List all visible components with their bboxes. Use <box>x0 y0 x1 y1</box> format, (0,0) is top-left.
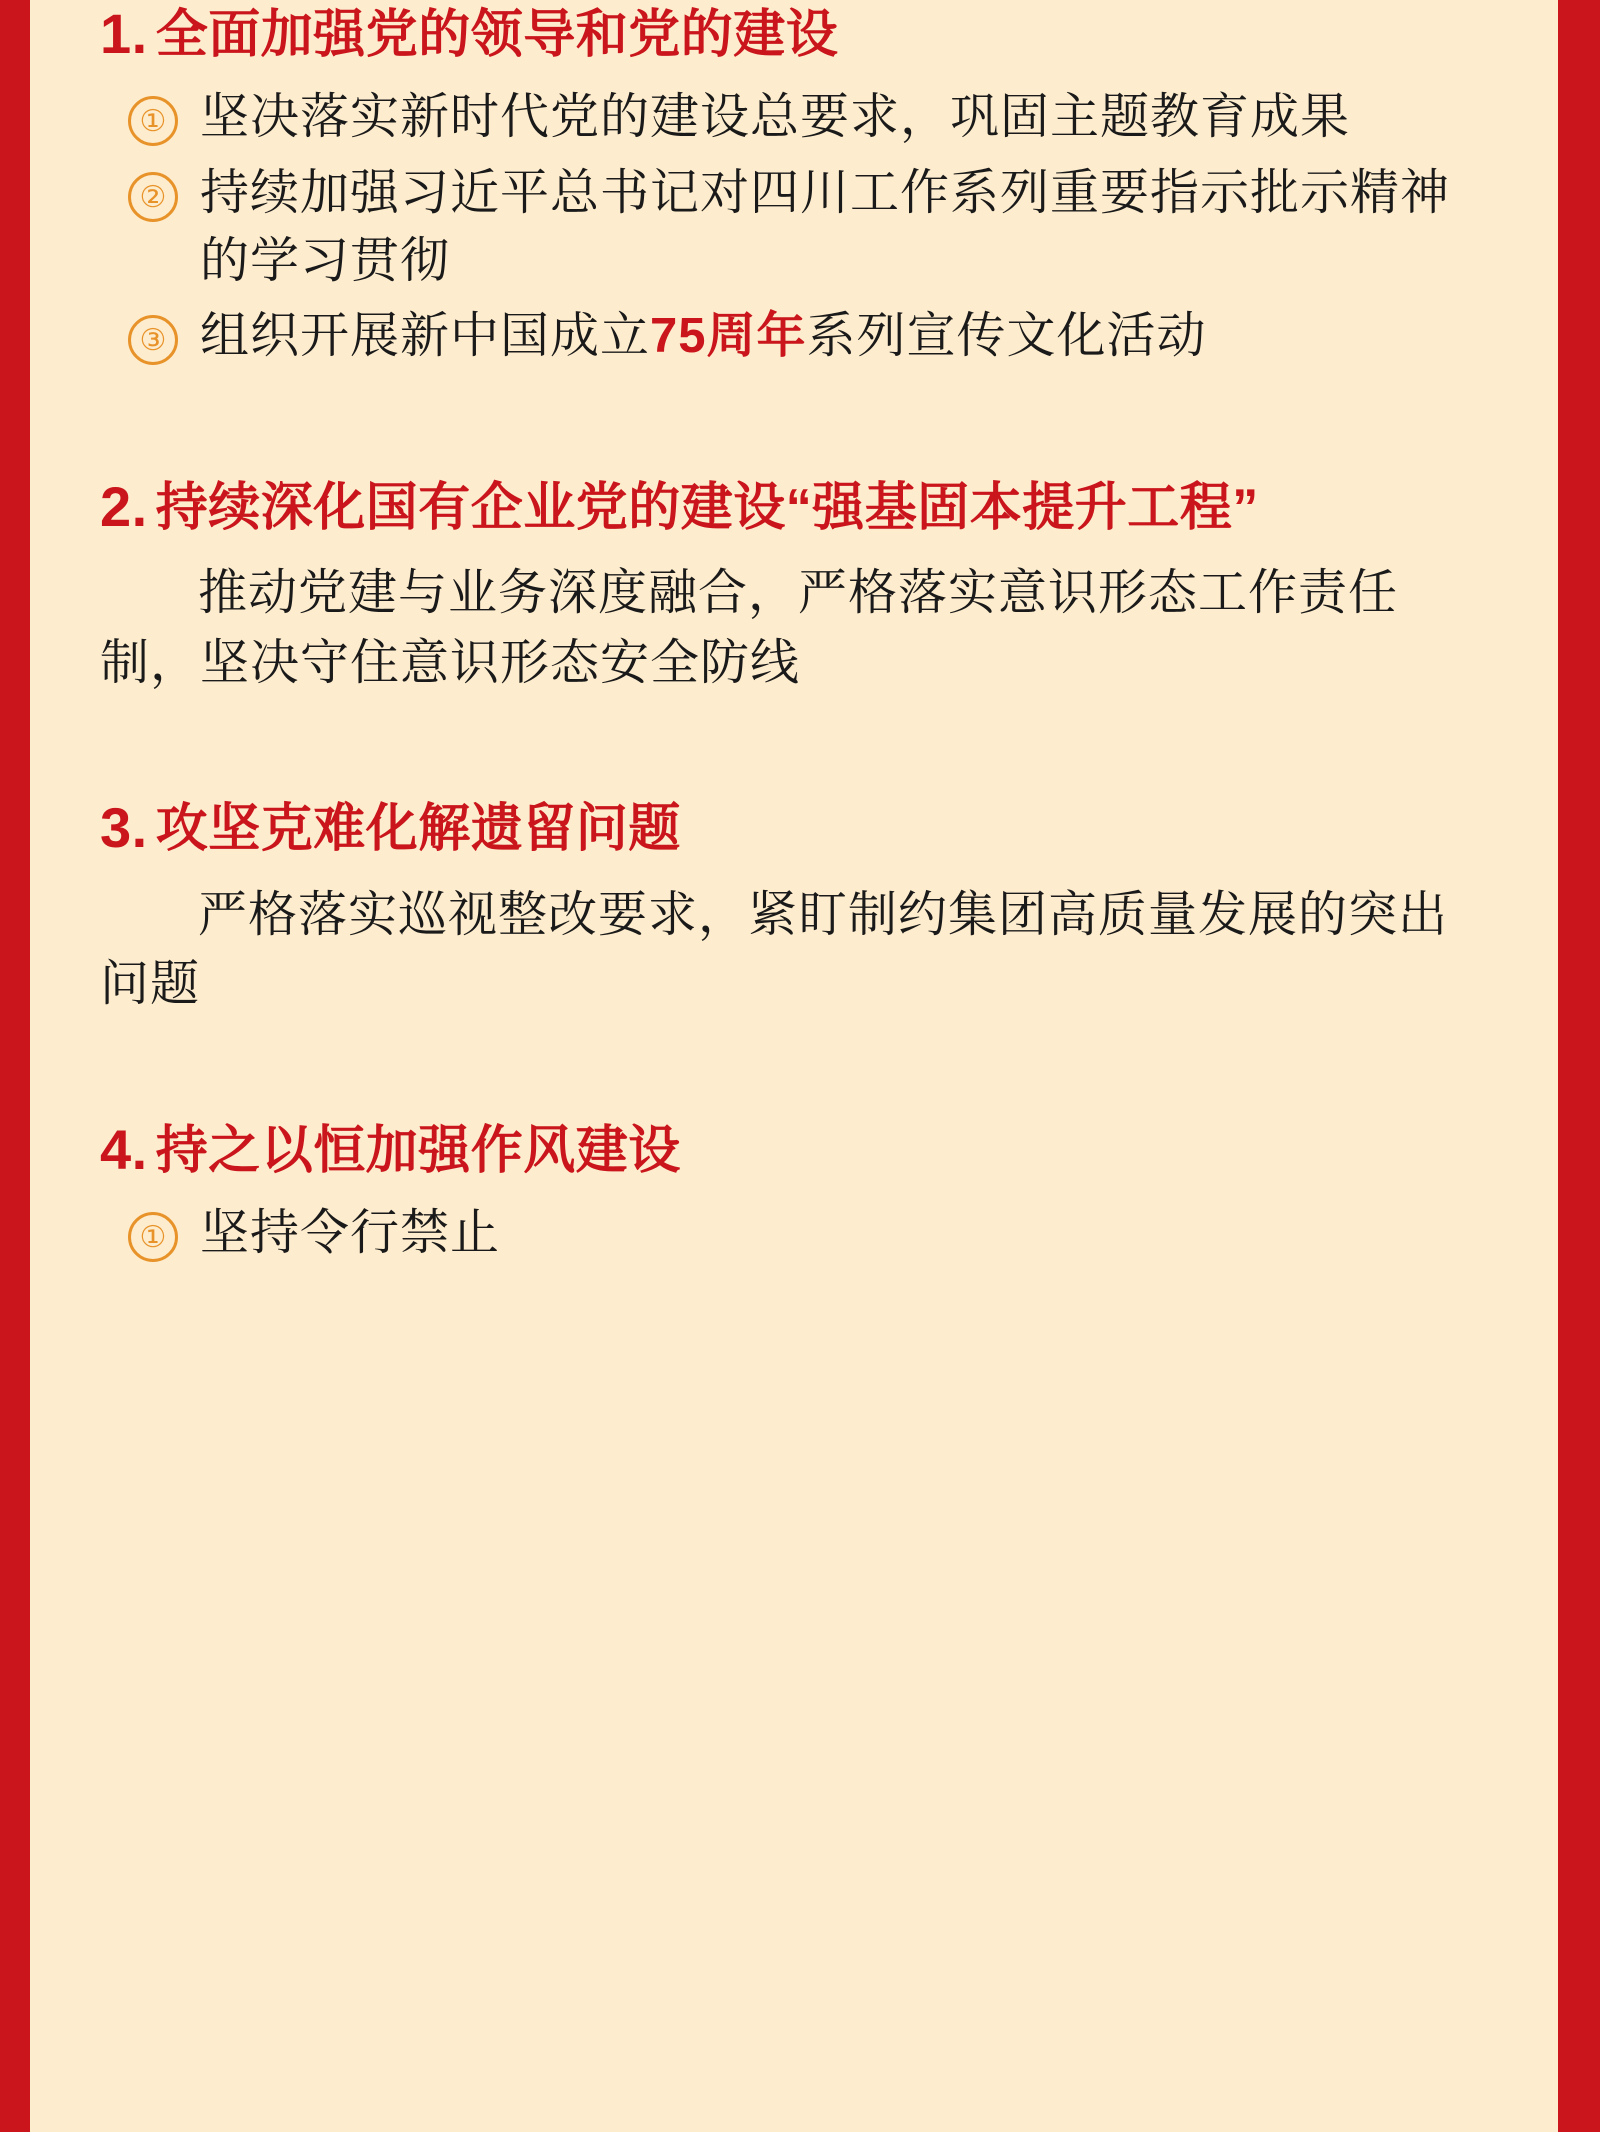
highlight-text: 75周年 <box>650 309 807 364</box>
list-item-text: 持续加强习近平总书记对四川工作系列重要指示批示精神的学习贯彻 <box>200 165 1451 288</box>
section-4-title: 持之以恒加强作风建设 <box>155 1121 681 1180</box>
section-3 <box>100 794 1488 1019</box>
list-item <box>100 158 1488 295</box>
section-1-heading <box>100 0 1488 68</box>
section-3-paragraph: 严格落实巡视整改要求，紧盯制约集团高质量发展的突出问题 <box>100 887 1449 1012</box>
section-2-heading <box>100 473 1488 541</box>
section-1-number: 1. <box>100 2 148 65</box>
list-marker-circle-3: ③ <box>128 315 178 365</box>
section-4-items <box>100 1198 1488 1268</box>
list-marker-circle-1: ① <box>128 96 178 146</box>
section-4 <box>100 1116 1488 1268</box>
section-3-number: 3. <box>100 796 148 860</box>
section-1 <box>100 0 1488 371</box>
list-marker-circle-2: ② <box>128 172 178 222</box>
list-marker-circle-1: ① <box>128 1212 178 1262</box>
list-item-text: 坚持令行禁止 <box>200 1206 501 1260</box>
list-item <box>100 82 1488 152</box>
section-1-title: 全面加强党的领导和党的建设 <box>155 6 839 64</box>
list-item <box>100 301 1488 371</box>
spacer <box>100 698 1488 794</box>
section-2 <box>100 473 1488 698</box>
section-1-items <box>100 82 1488 370</box>
section-2-title: 持续深化国有企业党的建设“强基固本提升工程” <box>155 478 1259 537</box>
poster-content-panel <box>30 0 1558 2132</box>
list-item-text: 坚决落实新时代党的建设总要求，巩固主题教育成果 <box>200 90 1351 145</box>
list-item <box>100 1198 1488 1268</box>
section-3-title: 攻坚克难化解遗留问题 <box>155 800 681 859</box>
spacer <box>100 1020 1488 1116</box>
section-4-heading <box>100 1116 1488 1184</box>
section-2-paragraph: 推动党建与业务深度融合，严格落实意识形态工作责任制，坚决守住意识形态安全防线 <box>100 566 1399 690</box>
spacer <box>100 377 1488 473</box>
section-2-number: 2. <box>100 474 148 538</box>
section-3-heading <box>100 794 1488 862</box>
list-item-text: 组织开展新中国成立75周年系列宣传文化活动 <box>200 309 1207 364</box>
section-4-number: 4. <box>100 1117 148 1181</box>
